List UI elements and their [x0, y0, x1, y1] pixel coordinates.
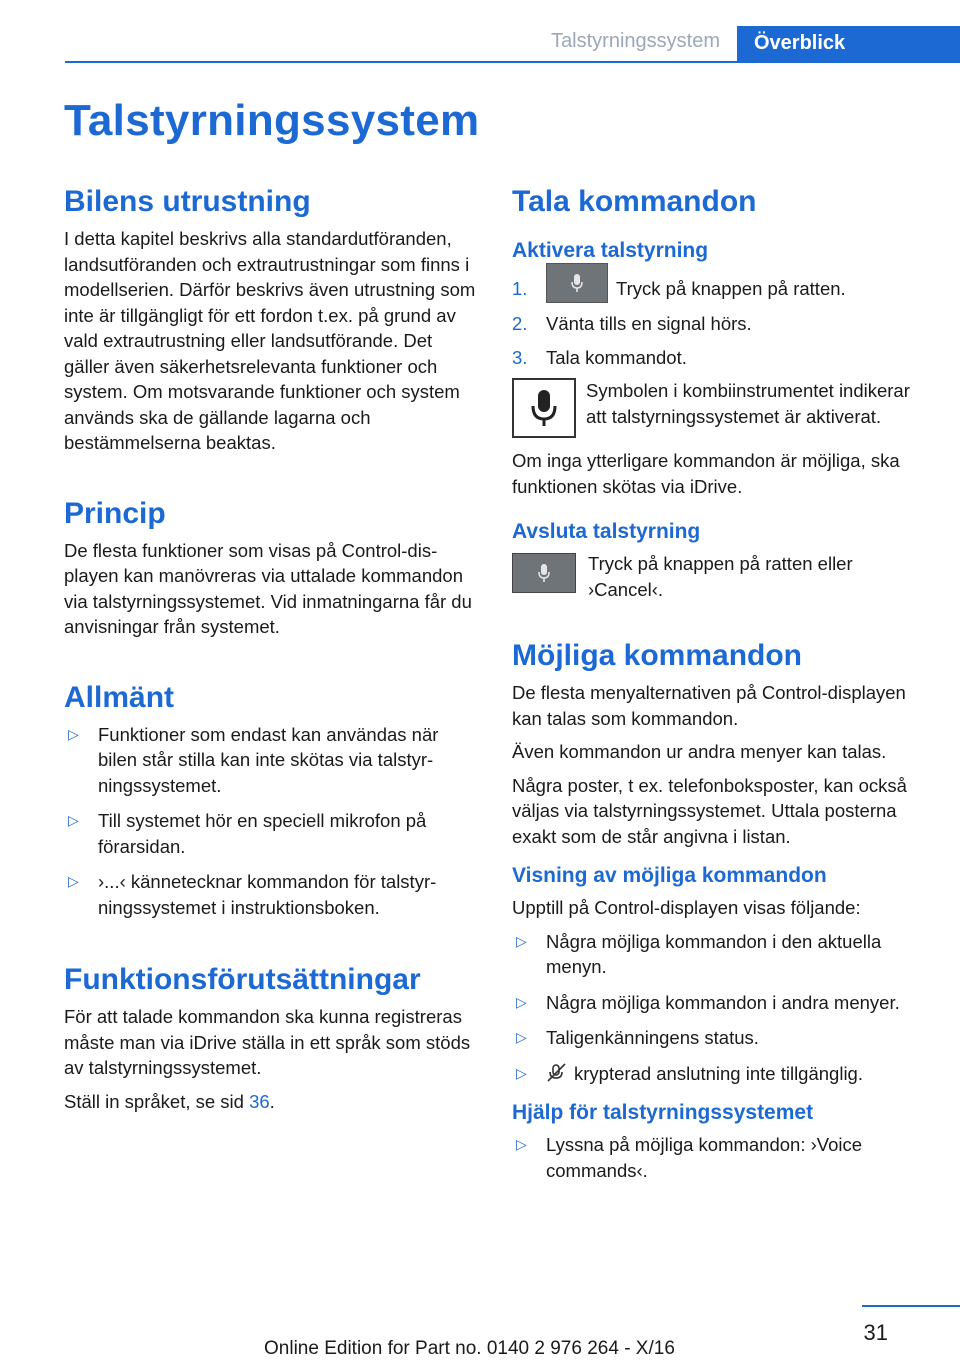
edition-note: Online Edition for Part no. 0140 2 976 264 - X/16: [264, 1338, 675, 1359]
cluster-symbol-image: [512, 378, 576, 438]
possible-p2: Även kommandon ur andra menyer kan talas.: [512, 741, 887, 763]
list-item: ▷ Några möjliga kommandon i den aktuella menyn.: [516, 930, 882, 978]
triangle-bullet-icon: ▷: [516, 932, 527, 949]
triangle-bullet-icon: ▷: [516, 993, 527, 1010]
heading-principle: Princip: [64, 496, 166, 530]
microphone-icon: [529, 388, 559, 428]
activate-note: Om inga ytterligare kommandon är möjliga, ska funktionen skötas via iDrive.: [512, 450, 900, 497]
heading-help: Hjälp för talstyrningssystemet: [512, 1101, 814, 1125]
left-column: [64, 184, 479, 1122]
header-rule: [65, 61, 960, 63]
end-instruction: Tryck på knappen på ratten eller ›Cancel‹.: [512, 551, 932, 602]
heading-end: Avsluta talstyrning: [512, 520, 701, 544]
voice-button-image: [546, 263, 608, 303]
header-tab[interactable]: Överblick: [737, 26, 960, 61]
possible-p1: De flesta menyalternativen på Control-displayen kan talas som kommandon.: [512, 682, 906, 729]
activate-steps: [512, 276, 932, 370]
page-title: Talstyrningssystem: [64, 96, 480, 145]
right-column: [512, 184, 932, 1193]
heading-speak-commands: Tala kommandon: [512, 185, 757, 218]
equipment-text: I detta kapitel beskrivs alla standardutföranden, landsutföranden och extrautrustningar som finns i modellserien. Därför beskrivs även utrustning som inte är tillgängligt för ett fordon t.ex. på grund av vald extrautrustning eller landsutförande. Det gäller även säkerhetsrelevanta funktioner och system. Om motsvarande funktioner och system används ska de gällande lagarna och bestämmelserna beaktas.: [64, 228, 476, 453]
language-ref: Ställ in språket, se sid 36.: [64, 1090, 275, 1112]
display-intro: Upptill på Control-displayen visas följande:: [512, 897, 861, 919]
display-list: [512, 929, 932, 1087]
triangle-bullet-icon: ▷: [68, 812, 79, 828]
header-section: Talstyrningssystem: [551, 30, 720, 52]
page-link[interactable]: 36: [249, 1090, 270, 1112]
list-item: ▷ Funktioner som endast kan användas när bilen står stilla kan inte skötas via talstyrningssystemet.: [68, 723, 439, 796]
heading-equipment: Bilens utrustning: [64, 185, 311, 218]
general-list: [64, 722, 479, 921]
footer-rule: [862, 1305, 960, 1307]
crossed-out-connection-icon: [546, 1063, 568, 1083]
triangle-bullet-icon: ▷: [68, 725, 79, 742]
heading-general: Allmänt: [64, 680, 175, 714]
voice-button-image: [512, 553, 576, 593]
page-number: 31: [863, 1320, 888, 1345]
list-item: ▷ Till systemet hör en speciell mikrofon på förarsidan.: [68, 810, 427, 857]
list-item: ▷ Några möjliga kommandon i andra menyer.: [512, 990, 932, 1016]
step-item: 1. Tryck på knappen på ratten.: [512, 276, 932, 303]
triangle-bullet-icon: ▷: [68, 873, 79, 889]
microphone-icon: [570, 273, 584, 293]
triangle-bullet-icon: ▷: [516, 1064, 527, 1081]
step-item: 3. Tala kommandot.: [512, 346, 687, 368]
list-item: ▷ Taligenkänningens status.: [512, 1025, 932, 1051]
help-list: [512, 1132, 932, 1183]
heading-possible-commands: Möjliga kommandon: [512, 639, 803, 673]
triangle-bullet-icon: ▷: [516, 1029, 527, 1046]
microphone-icon: [537, 563, 551, 583]
principle-text: De flesta funktioner som visas på Control-displayen kan manövreras via uttalade kommandon via talstyrningssystemet. Vid inmatningarna får du anvisningar från systemet.: [64, 539, 472, 637]
list-item: ▷ ›...‹ kännetecknar kommandon för talstyrningssystemet i instruktionsboken.: [68, 871, 437, 918]
symbol-note: Symbolen i kombiinstrumentet indikerar att talstyrningssystemet är aktiverat.: [512, 378, 932, 438]
requirements-text: För att talade kommandon ska kunna registreras måste man via iDrive ställa in ett språk som stöds av talstyrningssystemet.: [64, 1006, 471, 1078]
step-item: 2. Vänta tills en signal hörs.: [512, 313, 752, 335]
page-header: [0, 0, 960, 62]
possible-p3: Några poster, t ex. telefonboksposter, kan också väljas via talstyrningssystemet. Uttala posterna exakt som de står angivna i listan.: [512, 774, 907, 847]
heading-requirements: Funktionsförutsättningar: [64, 963, 421, 996]
heading-activate: Aktivera talstyrning: [512, 239, 709, 262]
list-item: ▷ Lyssna på möjliga kommandon: ›Voice commands‹.: [516, 1134, 863, 1181]
heading-display: Visning av möjliga kommandon: [512, 864, 827, 888]
triangle-bullet-icon: ▷: [516, 1136, 527, 1153]
list-item: ▷ krypterad anslutning inte tillgänglig.: [512, 1061, 932, 1087]
